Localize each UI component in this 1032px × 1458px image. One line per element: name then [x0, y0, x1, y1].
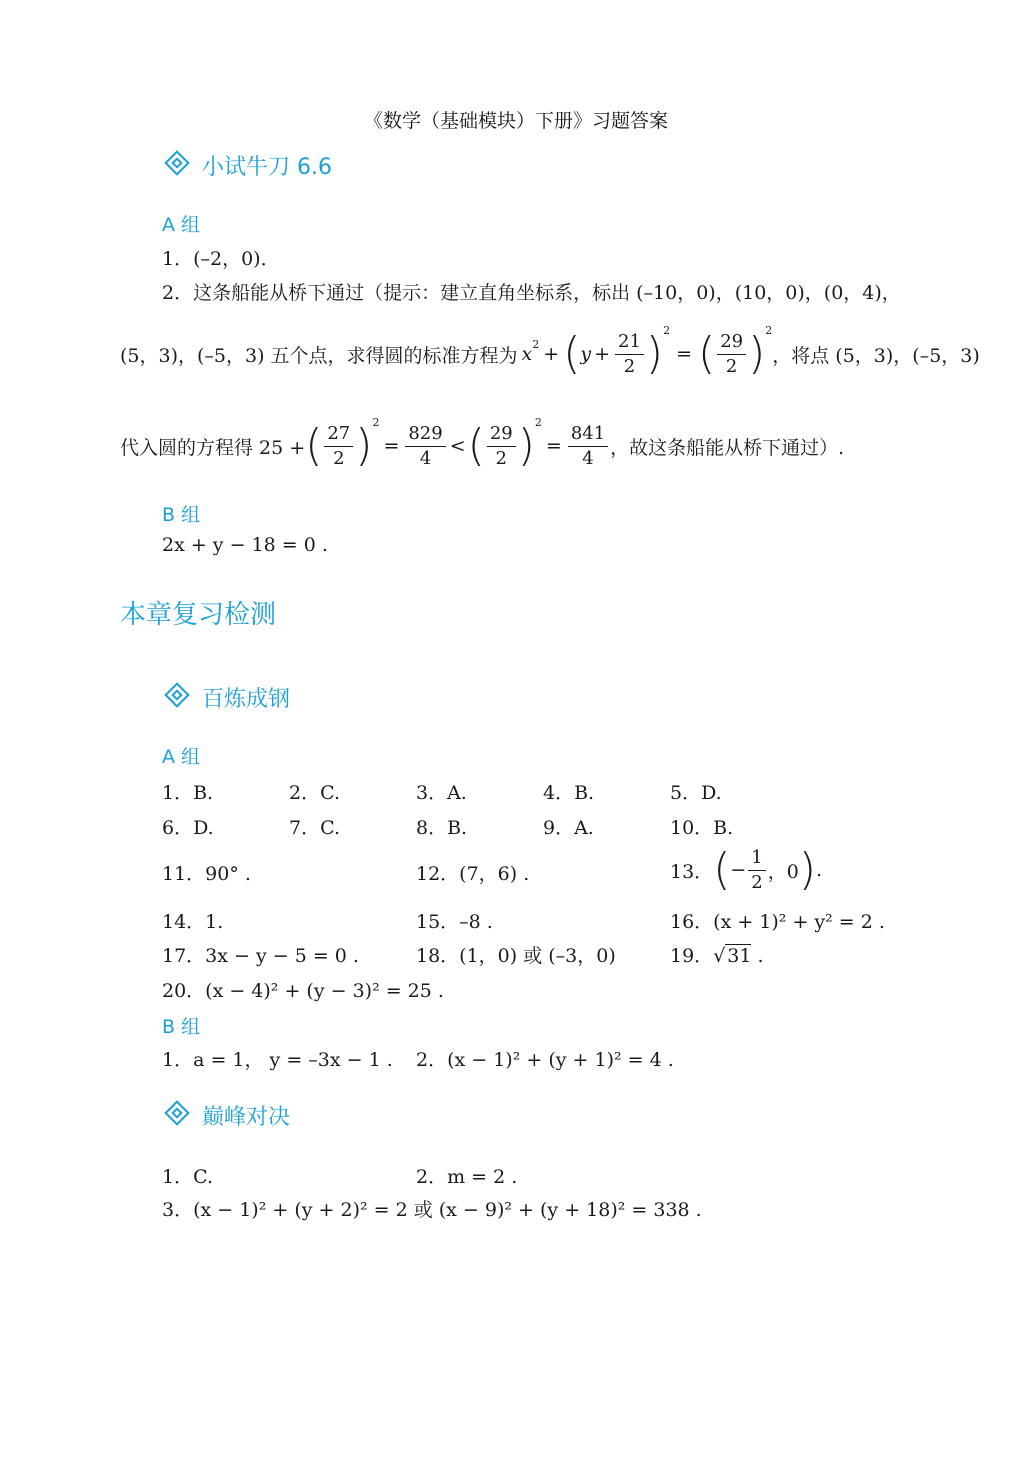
fraction-841-4: $\frac{841}{4}$: [568, 424, 608, 469]
answer-2-prefix: (5，3)，(–5，3) 五个点，求得圆的标准方程为: [120, 344, 518, 367]
answer-12: 12．(7，6) .: [416, 863, 530, 885]
chapter-heading: 本章复习检测: [120, 600, 277, 630]
answer-17: 17．3x − y − 5 = 0 .: [162, 945, 359, 967]
diamond-icon: [164, 150, 189, 175]
answer-2-line1: 2．这条船能从桥下通过（提示：建立直角坐标系，标出 (–10，0)，(10，0)，(0，4)，: [162, 282, 901, 304]
answer-c1: 1．C.: [162, 1166, 213, 1188]
answer-2-line3: 代入圆的方程得 25 + ( $\frac{27}{2}$ ) $^2$ = $\frac{829}{4}$ < ( $\frac{29}{2}$ ) $^2$ = $\frac{841}{4}$ ，故这条船能从桥下通过）.: [120, 416, 845, 471]
diamond-icon: [164, 1100, 189, 1125]
fraction-29-2: $\frac{29}{2}$: [717, 332, 746, 377]
answer-8: 8．B.: [416, 817, 468, 839]
answer-13: 13． ( − $\frac{1}{2}$ ，0 ) .: [670, 844, 823, 895]
answer-13-prefix: 13．: [670, 860, 714, 883]
answer-b1: 2x + y − 18 = 0 .: [162, 534, 328, 556]
fraction-829-4: $\frac{829}{4}$: [405, 424, 445, 469]
section-heading-bailian: [168, 682, 290, 713]
section-heading-dianfeng: [168, 1100, 290, 1131]
answer-c2: 2．m = 2 .: [416, 1166, 518, 1188]
answer-1: 1．(–2，0)．: [162, 248, 280, 270]
section-heading-label: 小试牛刀 6.6: [202, 155, 332, 180]
fraction-27-2: $\frac{27}{2}$: [324, 424, 353, 469]
group-b-label: B 组: [162, 504, 201, 526]
answer-2-suffix: ，将点 (5，3)，(–5，3): [772, 344, 980, 367]
answer-4: 4．B.: [543, 782, 595, 804]
group-b-label: B 组: [162, 1016, 201, 1038]
answer-11: 11．90° .: [162, 863, 251, 885]
fraction-1-2: $\frac{1}{2}$: [748, 848, 765, 893]
answer-18: 18．(1，0) 或 (–3，0): [416, 945, 616, 967]
fraction-29-2-b: $\frac{29}{2}$: [487, 424, 516, 469]
answer-c3: 3．(x − 1)² + (y + 2)² = 2 或 (x − 9)² + (y + 18)² = 338 .: [162, 1199, 702, 1221]
radicand: 31: [727, 945, 752, 967]
answer-b1: 1．a = 1， y = –3x − 1 .: [162, 1049, 393, 1071]
answer-2-line3-suffix: ，故这条船能从桥下通过）.: [610, 436, 845, 459]
answer-19: 19．√ 31 .: [670, 945, 764, 967]
var-y: y: [580, 343, 592, 365]
fraction-21-2: $\frac{21}{2}$: [615, 332, 644, 377]
answer-2: 2．C.: [289, 782, 340, 804]
answer-15: 15．–8 .: [416, 911, 493, 933]
answer-3: 3．A.: [416, 782, 467, 804]
answer-2-line3-prefix: 代入圆的方程得 25 +: [120, 436, 306, 459]
section-heading-label: 巅峰对决: [202, 1105, 291, 1130]
sqrt-icon: √: [713, 945, 726, 967]
group-a-label: A 组: [162, 746, 201, 768]
group-a-label: A 组: [162, 214, 201, 236]
section-heading-xiaoshi: [168, 150, 332, 181]
answer-5: 5．D.: [670, 782, 722, 804]
diamond-icon: [164, 682, 189, 707]
answer-6: 6．D.: [162, 817, 214, 839]
var-x: x: [521, 343, 533, 365]
answer-10: 10．B.: [670, 817, 734, 839]
answer-9: 9．A.: [543, 817, 594, 839]
answer-b2: 2．(x − 1)² + (y + 1)² = 4 .: [416, 1049, 674, 1071]
answer-1: 1．B.: [162, 782, 214, 804]
page-title: 《数学（基础模块）下册》习题答案: [363, 110, 668, 132]
answer-7: 7．C.: [289, 817, 340, 839]
answer-14: 14．1.: [162, 911, 224, 933]
section-heading-label: 百炼成钢: [202, 687, 291, 712]
answer-20: 20．(x − 4)² + (y − 3)² = 25 .: [162, 980, 444, 1002]
answer-2-line2: (5，3)，(–5，3) 五个点，求得圆的标准方程为 x $^2$ + ( y + $\frac{21}{2}$ ) $^2$ = ( $\frac{29}{2}$ ) $^2$ ，将点 (5，3)，(–5，3): [120, 324, 980, 379]
answer-16: 16．(x + 1)² + y² = 2 .: [670, 911, 885, 933]
